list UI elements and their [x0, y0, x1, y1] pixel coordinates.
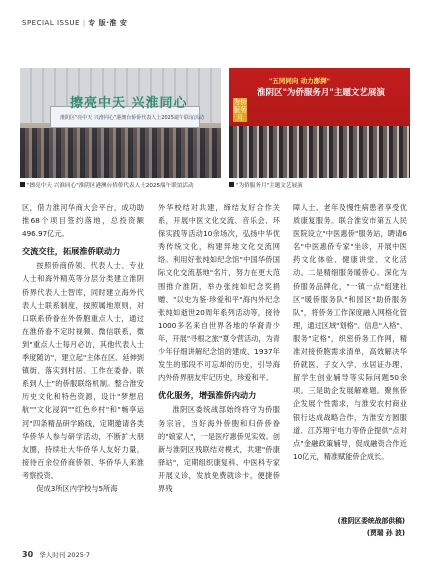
section-label: 专 版·淮 安: [88, 19, 128, 27]
caption-bullet-icon: [229, 182, 234, 187]
caption-text-right: "为侨服务月"主题文艺展演: [236, 183, 303, 189]
page-number: 30: [22, 550, 34, 559]
subheading: 交流交往，拓展淮侨联动力: [22, 246, 121, 257]
issue-number: 2025·7: [67, 551, 91, 559]
paragraph: 外华校结对共建，缔结友好合作关系，开展中医文化交流、音乐会、环保实践等活动10余场次，弘扬中华优秀传统文化，构建异地文化交流网络。利用好张纯如纪念馆"中国华侨国际文化交流基地"名片，努力在更大范围推介淮阴，举办张纯如纪念奖捐赠、"以史为鉴·珍爱和平"海内外纪念张纯如逝世20周年系列活动等，接待1000多名来自世界各地的华裔青少年，开展"寻根之旅"夏令营活动，为青少年仔细讲解纪念馆的建成、1937年发生的那段不可忘却的历史，引导海内外侨界朋友牢记历史，珍爱和平。: [158, 203, 280, 383]
stage-vertical-label: 为侨服务月: [233, 98, 247, 122]
caption-bullet-icon: [20, 182, 25, 187]
event-photo-left: [20, 68, 221, 178]
source-credit: (淮阴区委统战部供稿): [337, 517, 405, 525]
group-crowd: [20, 128, 221, 178]
photo-caption-right: [229, 182, 409, 190]
section-header: [22, 18, 127, 28]
page-footer: [22, 550, 90, 559]
performers-crowd: [229, 126, 410, 178]
paragraph: 障人士、老年及慢性病患者享受优质康复服务。联合淮安市第五人民医院设立"中医惠侨"服务站，聘请6名"中医惠侨专家"坐诊，开展中医药文化体验、健康讲堂、文化活动。二是精细服务暖侨心。深化为侨服务品牌化，"一镇一点"组建社区"暖侨服务队"和园区"助侨服务队"，将侨务工作深度融入网格化管理，通过区域"划格"、信息"入格"、服务"定格"，织密侨务工作网，精准对接侨胞需求清单，高效解决华侨就医、子女入学、水居证办理、留学生创业辅导等实际问题50余项。三是助企发展解难题。聚焦侨企发展个性需求，与淮安农村商业银行达成战略合作，为淮安方圆服道、江苏翔宇电力等侨企提供"点对点"金融政策辅导，促成融资合作近10亿元，精准赋能侨企成长。: [293, 203, 407, 461]
header-separator: |: [82, 19, 86, 27]
paragraph: 区，借力淮河华商大会平台，成功助推68个项目签约落地，总投资额496.97亿元。: [22, 203, 144, 239]
paragraph: 按照侨商侨领、代表人士、专业人士和海外精英等分层分类建立淮阴侨界代表人士智库，同时建立海外代表人士联系制度，按照属地原则，对口联系侨眷在外侨胞重点人士，通过在淮侨眷不定时视频、微信联系，微到"重点人士每月必访，其他代表人士季度随访"，建立起"主体在区、延伸到镇街、落实到村居、工作在委眷、联系到人士"的侨服联络机制。整合淮安历史文化和特色资源，设计"梦想启航""文化浸润""红色乡村"和"畅享运河"四条精品研学路线，定期邀请各类华侨华人参与研学活动，不断扩大朋友圈，持续壮大华侨华人友好力量，接待百余位侨商侨领、华侨华人来淮考察投资。: [22, 261, 144, 480]
caption-text-left: "擦亮中天 兴淮同心"淮阴区港澳台侨侨代表人士2025端午联谊活动: [27, 183, 194, 189]
text-column-3: [293, 201, 407, 463]
event-photo-right: [229, 68, 410, 178]
author-credit: (贾瑞 孙 波): [366, 529, 405, 537]
section-tag: SPECIAL ISSUE: [22, 19, 80, 27]
paragraph: 促成3所区内学校与5所海: [36, 483, 118, 493]
subheading: 优化服务，增强淮侨内动力: [158, 390, 257, 401]
magazine-name: 华人时刊: [39, 551, 66, 559]
paragraph: 淮阴区委统战部始终将守为侨服务宗旨，当好海外侨胞和归侨侨眷的"娘家人"，一是医疗惠侨见实效。创新与淮阴区残联结对模式，共建"侨康驿站"，定期组织康复科、中医科专家开展义诊，发放免费就诊卡，便捷侨界残: [158, 405, 280, 493]
banner-subtitle: 淮阴区"亮中天 兴淮同心"港澳台侨侨代表人士2025端午联谊活动: [60, 115, 204, 121]
text-column-2: [158, 201, 280, 495]
photo-caption-left: [20, 182, 220, 190]
stage-title-line2: 淮阴区"为侨服务月"主题文艺展演: [257, 88, 385, 98]
banner-title: 擦亮中天 兴淮同心: [70, 96, 188, 111]
stage-title-line1: "五同同向 动力澎湃": [269, 77, 331, 85]
text-column-1: [22, 201, 144, 495]
